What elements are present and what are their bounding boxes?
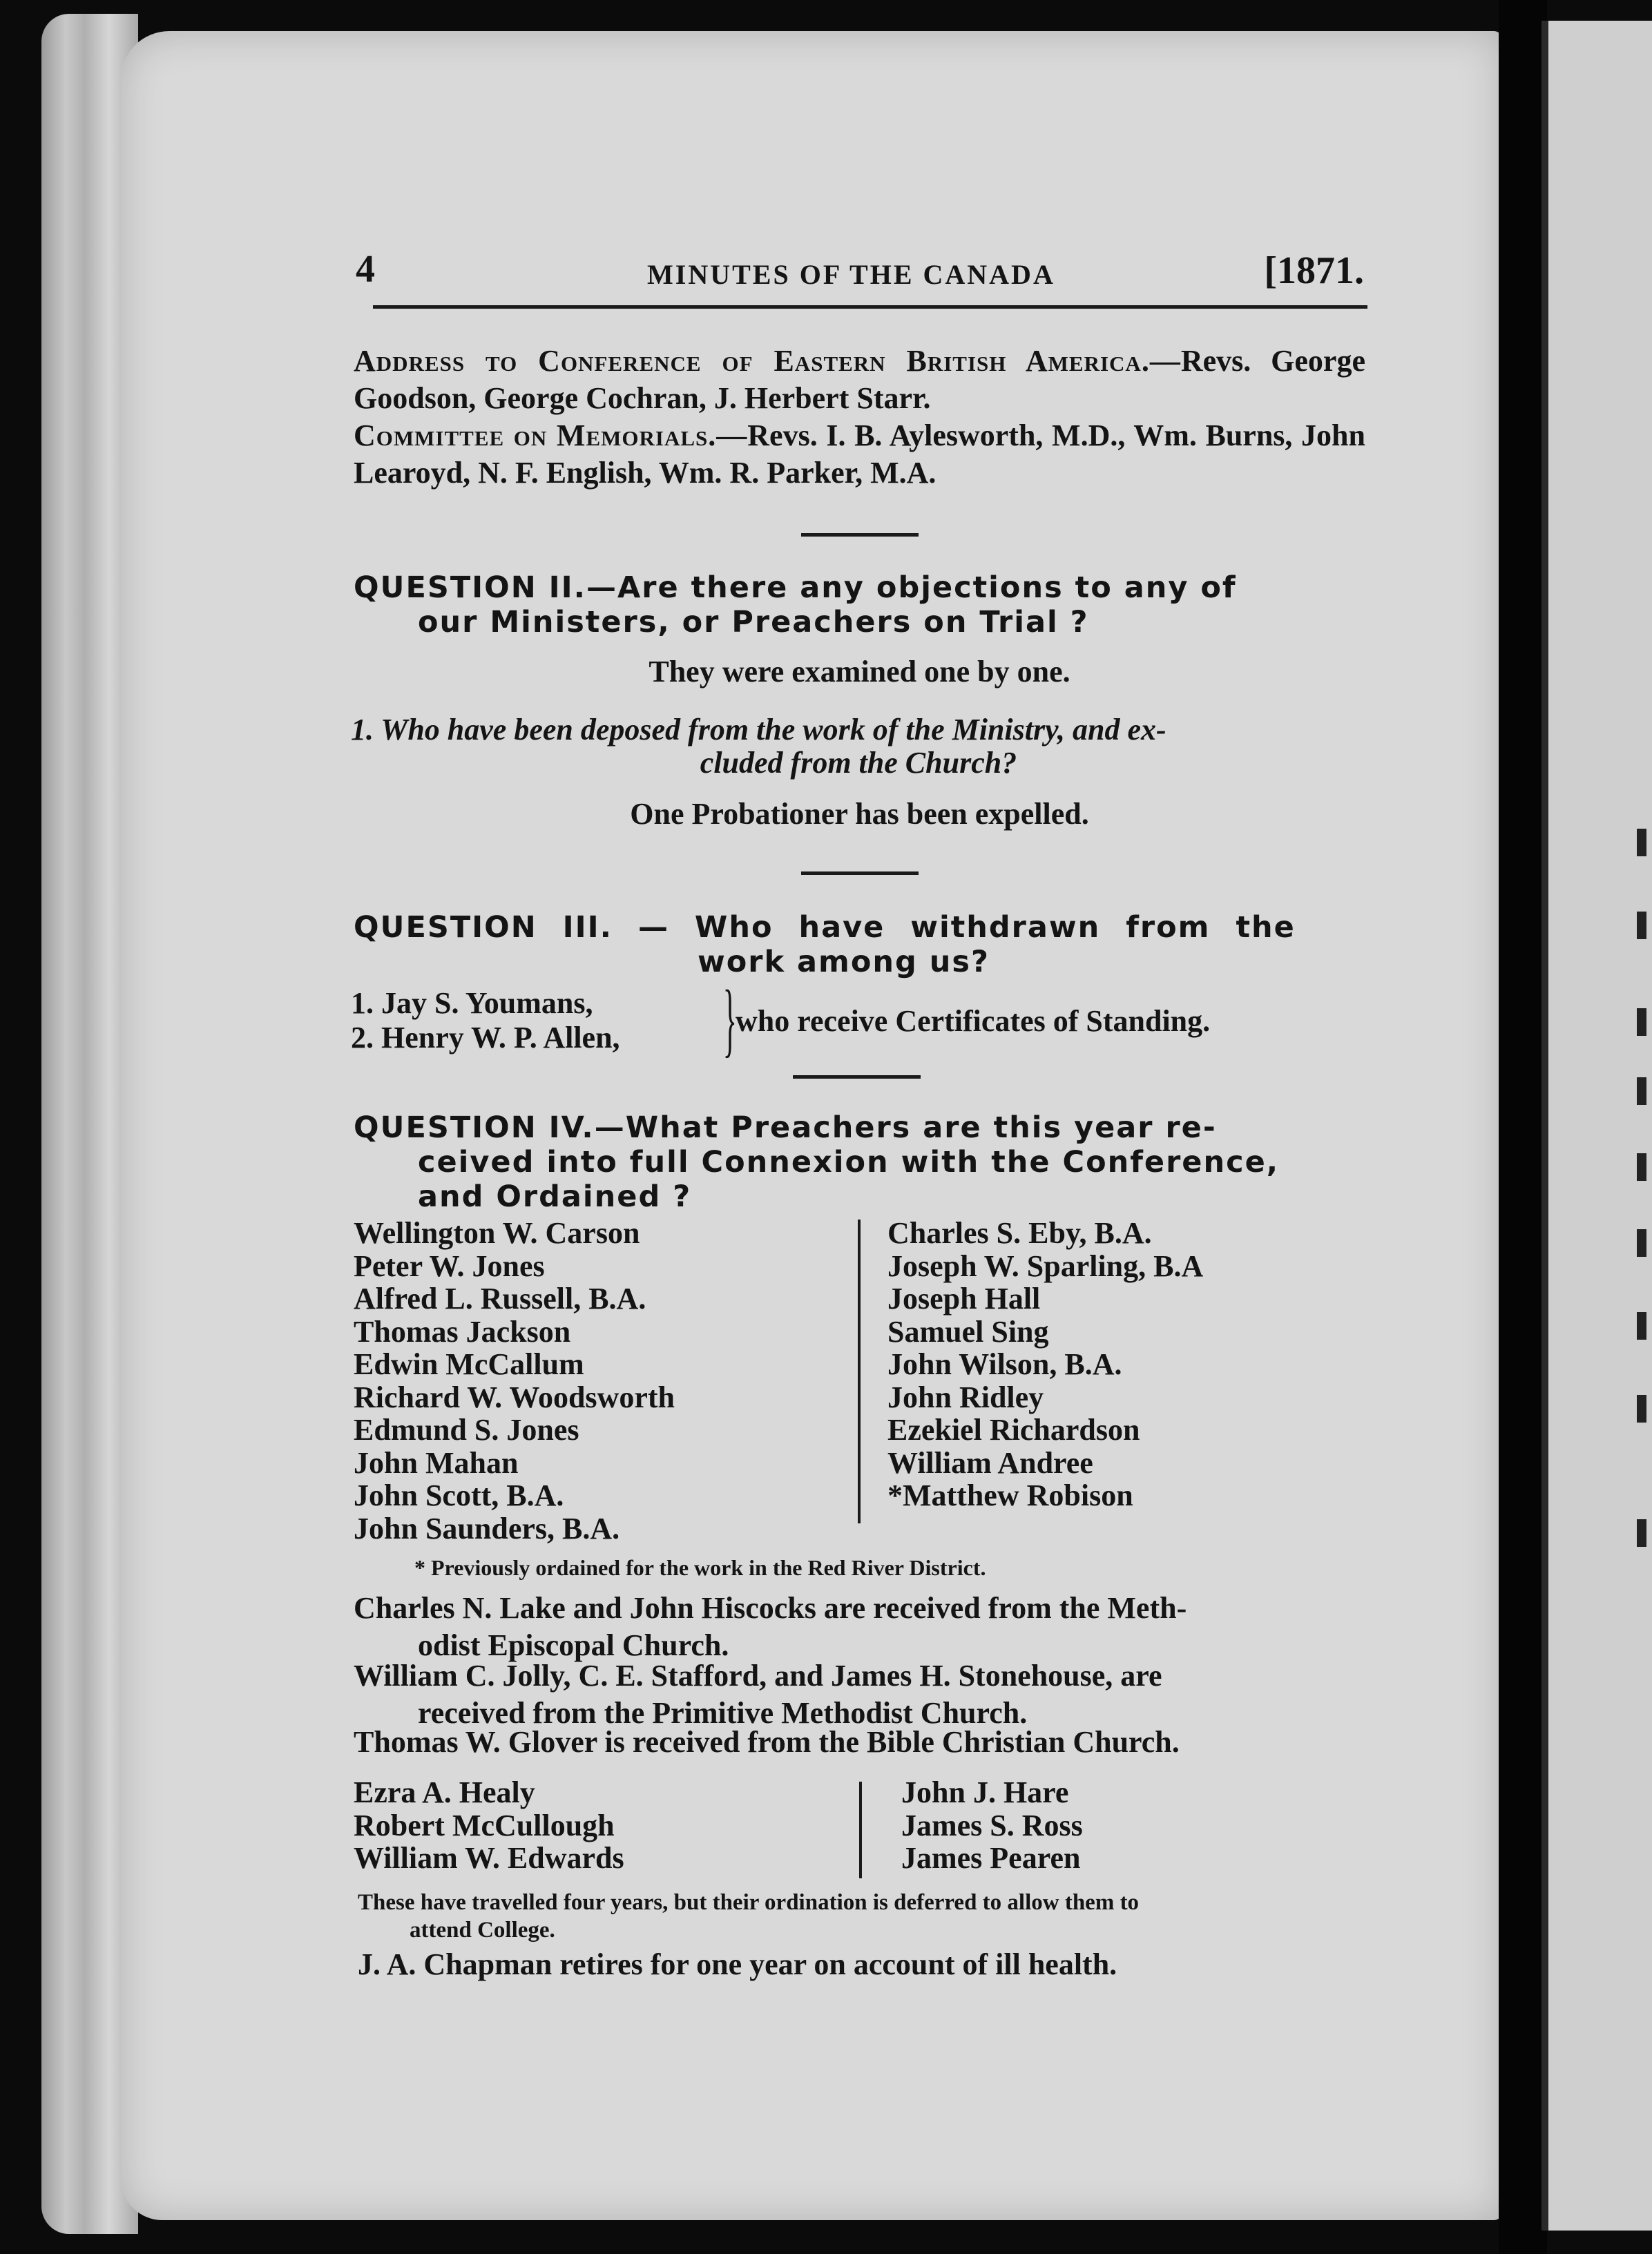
question-3-name-1: 1. Jay S. Youmans, bbox=[351, 986, 593, 1020]
header-year: [1871. bbox=[1264, 249, 1364, 292]
deferred-note bbox=[358, 1889, 1370, 1944]
received-paragraph-2 bbox=[354, 1657, 1365, 1732]
section-divider-3 bbox=[793, 1075, 921, 1079]
memorials-heading: Committee on Memorials.— bbox=[354, 418, 748, 452]
question-3-line2: work among us? bbox=[698, 945, 990, 979]
section-divider-1 bbox=[801, 533, 919, 537]
deferred-name: James Pearen bbox=[901, 1841, 1081, 1875]
ordained-name: John Wilson, B.A. bbox=[887, 1347, 1122, 1381]
question-2-sub-line2: cluded from the Church? bbox=[700, 746, 1017, 780]
adjacent-page bbox=[1541, 21, 1652, 2231]
question-3-name-2: 2. Henry W. P. Allen, bbox=[351, 1021, 620, 1054]
ordained-name: Edmund S. Jones bbox=[354, 1413, 579, 1447]
footnote: * Previously ordained for the work in the Red River District. bbox=[414, 1555, 986, 1580]
deferred-left-column bbox=[354, 1776, 624, 1875]
ordained-name: Joseph W. Sparling, B.A bbox=[887, 1249, 1204, 1283]
question-3-line1: QUESTION III. — Who have withdrawn from the bbox=[354, 910, 1296, 945]
ordained-name: Alfred L. Russell, B.A. bbox=[354, 1282, 646, 1316]
column-divider-2 bbox=[859, 1782, 862, 1878]
closing-line: J. A. Chapman retires for one year on account of ill health. bbox=[358, 1947, 1117, 1981]
ordained-name: Edwin McCallum bbox=[354, 1347, 584, 1381]
header-rule bbox=[373, 305, 1367, 309]
question-2-answer: They were examined one by one. bbox=[649, 655, 1070, 688]
address-paragraph bbox=[354, 343, 1365, 417]
ordained-name: Charles S. Eby, B.A. bbox=[887, 1216, 1152, 1250]
memorials-paragraph bbox=[354, 417, 1365, 492]
question-2-line1: QUESTION II.—Are there any objections to any of bbox=[354, 570, 1237, 605]
ordained-name: Samuel Sing bbox=[887, 1314, 1049, 1349]
ordained-name: Wellington W. Carson bbox=[354, 1216, 640, 1250]
ordained-name: John Ridley bbox=[887, 1380, 1044, 1414]
ordained-name: Joseph Hall bbox=[887, 1282, 1041, 1316]
received-paragraph-3: Thomas W. Glover is received from the Bible Christian Church. bbox=[354, 1725, 1180, 1759]
ordained-name: John Scott, B.A. bbox=[354, 1478, 564, 1512]
question-2-sub-answer: One Probationer has been expelled. bbox=[630, 797, 1089, 831]
address-heading: Address to Conference of Eastern British America.— bbox=[354, 344, 1181, 378]
question-4-line1: QUESTION IV.—What Preachers are this year re- bbox=[354, 1110, 1217, 1145]
deferred-name: Ezra A. Healy bbox=[354, 1775, 535, 1809]
question-2-line2: our Ministers, or Preachers on Trial ? bbox=[418, 605, 1089, 639]
question-2-sub bbox=[351, 711, 1366, 782]
running-title: MINUTES OF THE CANADA bbox=[647, 259, 1055, 290]
question-4-line3: and Ordained ? bbox=[418, 1179, 692, 1214]
running-header bbox=[349, 235, 1371, 297]
book-gutter bbox=[1499, 0, 1547, 2254]
question-3-note: who receive Certificates of Standing. bbox=[736, 1004, 1211, 1038]
address-text: Revs. George Goodson, George Cochran, J. Herbert Starr. bbox=[354, 344, 1365, 415]
received-1-line1: Charles N. Lake and John Hiscocks are received from the Meth- bbox=[354, 1591, 1187, 1625]
received-2-line2: received from the Primitive Methodist Church. bbox=[418, 1696, 1028, 1730]
deferred-note-line1: These have travelled four years, but their ordination is deferred to allow them to bbox=[358, 1890, 1140, 1915]
adjacent-page-text-marks bbox=[1637, 829, 1652, 1657]
ordained-name: William Andree bbox=[887, 1445, 1093, 1480]
brace: } bbox=[722, 973, 737, 1065]
question-4 bbox=[354, 1110, 1365, 1214]
deferred-name: John J. Hare bbox=[901, 1775, 1069, 1809]
deferred-name: James S. Ross bbox=[901, 1808, 1083, 1842]
received-2-line1: William C. Jolly, C. E. Stafford, and James H. Stonehouse, are bbox=[354, 1659, 1162, 1693]
ordained-name: Ezekiel Richardson bbox=[887, 1413, 1140, 1447]
column-divider-1 bbox=[858, 1220, 861, 1523]
deferred-name: William W. Edwards bbox=[354, 1841, 624, 1875]
section-divider-2 bbox=[801, 871, 919, 875]
deferred-right-column bbox=[901, 1776, 1083, 1875]
ordained-name: Peter W. Jones bbox=[354, 1249, 545, 1283]
ordained-name: John Mahan bbox=[354, 1445, 519, 1480]
memorials-text: Revs. I. B. Aylesworth, M.D., Wm. Burns, John Learoyd, N. F. English, Wm. R. Parker, M.A. bbox=[354, 418, 1365, 490]
deferred-note-line2: attend College. bbox=[410, 1918, 555, 1943]
received-paragraph-1 bbox=[354, 1590, 1365, 1664]
deferred-name: Robert McCullough bbox=[354, 1808, 615, 1842]
question-2 bbox=[354, 570, 1365, 639]
ordained-right-column bbox=[887, 1217, 1203, 1512]
ordained-left-column bbox=[354, 1217, 675, 1545]
question-3-names bbox=[351, 986, 620, 1055]
ordained-name: John Saunders, B.A. bbox=[354, 1511, 620, 1545]
question-4-line2: ceived into full Connexion with the Conference, bbox=[418, 1145, 1280, 1179]
page-number: 4 bbox=[356, 248, 375, 291]
received-1-line2: odist Episcopal Church. bbox=[418, 1628, 729, 1662]
question-2-sub-line1: 1. Who have been deposed from the work of the Ministry, and ex- bbox=[351, 713, 1166, 746]
ordained-name: Richard W. Woodsworth bbox=[354, 1380, 675, 1414]
ordained-name: *Matthew Robison bbox=[887, 1478, 1133, 1512]
question-3 bbox=[354, 910, 1365, 979]
ordained-name: Thomas Jackson bbox=[354, 1314, 571, 1349]
